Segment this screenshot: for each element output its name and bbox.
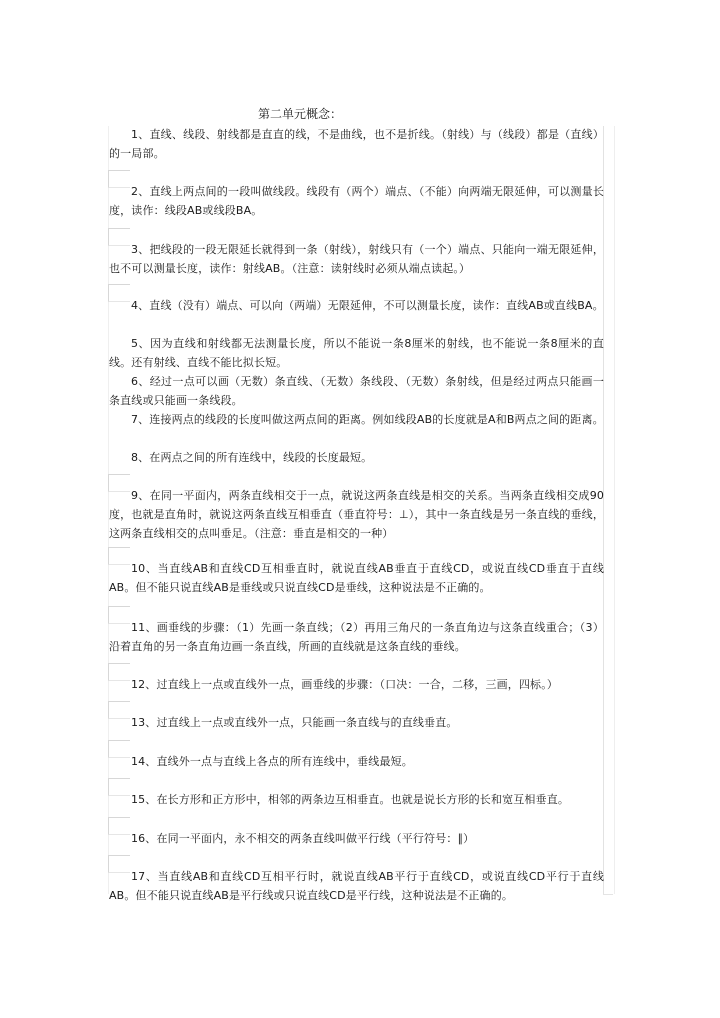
concept-item-10: 10、当直线AB和直线CD互相垂直时，就说直线AB垂直于直线CD，或说直线CD垂直于直线AB。但不能只说直线AB是垂线或只说直线CD是垂线，这种说法是不正确的。 [109, 562, 604, 594]
concept-item-6: 6、经过一点可以画（无数）条直线、（无数）条线段、（无数）条射线，但是经过两点只能画一条直线或只能画一条线段。 [109, 375, 604, 407]
concept-item-5: 5、因为直线和射线都无法测量长度，所以不能说一条8厘米的射线，也不能说一条8厘米的直线。还有射线、直线不能比拟长短。 [109, 337, 604, 369]
right-margin-rule [603, 126, 615, 894]
concept-item-2: 2、直线上两点间的一段叫做线段。线段有（两个）端点、（不能）向两端无限延伸，可以测量长度，读作：线段AB或线段BA。 [109, 185, 604, 217]
concept-item-15: 15、在长方形和正方形中，相邻的两条边互相垂直。也就是说长方形的长和宽互相垂直。 [131, 793, 569, 806]
concept-item-17: 17、当直线AB和直线CD互相平行时，就说直线AB平行于直线CD，或说直线CD平行于直线AB。但不能只说直线AB是平行线或只说直线CD是平行线，这种说法是不正确的。 [109, 870, 604, 902]
concept-item-8: 8、在两点之间的所有连线中，线段的长度最短。 [131, 451, 373, 464]
concept-item-7: 7、连接两点的线段的长度叫做这两点间的距离。例如线段AB的长度就是A和B两点之间的距离。 [131, 413, 604, 426]
concept-item-14: 14、直线外一点与直线上各点的所有连线中，垂线最短。 [131, 755, 413, 768]
concept-item-11: 11、画垂线的步骤：（1）先画一条直线；（2）再用三角尺的一条直角边与这条直线重合；（3）沿着直角的另一条直角边画一条直线，所画的直线就是这条直线的垂线。 [109, 621, 604, 653]
concept-item-1: 1、直线、线段、射线都是直直的线，不是曲线，也不是折线。（射线）与（线段）都是（直线）的一局部。 [109, 128, 604, 160]
concept-item-16: 16、在同一平面内，永不相交的两条直线叫做平行线（平行符号：∥） [131, 832, 475, 845]
concept-item-13: 13、过直线上一点或直线外一点，只能画一条直线与的直线垂直。 [131, 716, 458, 729]
concept-item-12: 12、过直线上一点或直线外一点，画垂线的步骤：（口决：一合，二移，三画，四标。） [131, 678, 558, 691]
concept-item-3: 3、把线段的一段无限延长就得到一条（射线），射线只有（一个）端点、只能向一端无限延伸，也不可以测量长度，读作：射线AB。（注意：读射线时必须从端点读起。） [109, 243, 604, 275]
page-title: 第二单元概念： [258, 107, 343, 121]
concept-item-4: 4、直线（没有）端点、可以向（两端）无限延伸，不可以测量长度，读作：直线AB或直线BA。 [131, 299, 604, 312]
bottom-rule [603, 894, 613, 895]
concept-item-9: 9、在同一平面内，两条直线相交于一点，就说这两条直线是相交的关系。当两条直线相交成90度，也就是直角时，就说这两条直线互相垂直（垂直符号：⊥），其中一条直线是另一条直线的垂线，这两条直线相交的点叫垂足。（注意：垂直是相交的一种） [109, 489, 604, 540]
